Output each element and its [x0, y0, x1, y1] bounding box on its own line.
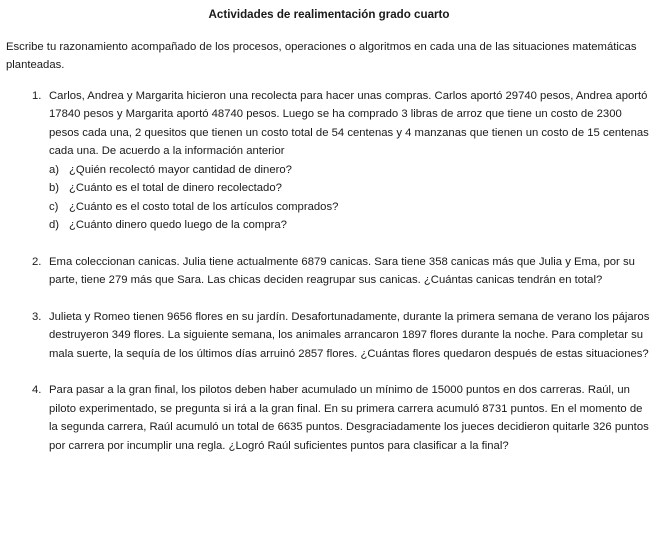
- problem-number: 4.: [32, 384, 42, 396]
- problem-number: 3.: [32, 310, 42, 323]
- subquestion-letter: c): [49, 200, 59, 213]
- subquestion-list: [49, 161, 652, 235]
- subquestion-text: ¿Cuánto es el costo total de los artículos comprados?: [69, 200, 339, 213]
- subquestion-letter: d): [49, 219, 60, 231]
- subquestion-b: [49, 179, 652, 198]
- problem-2: [6, 253, 652, 290]
- instructions-paragraph: Escribe tu razonamiento acompañado de los procesos, operaciones o algoritmos en cada una de las situaciones matemáticas planteadas.: [6, 40, 637, 71]
- document-title: Actividades de realimentación grado cuarto: [208, 8, 450, 21]
- subquestion-letter: a): [49, 163, 60, 176]
- subquestion-text: ¿Cuánto es el total de dinero recolectado?: [69, 182, 282, 194]
- problem-text: Para pasar a la gran final, los pilotos deben haber acumulado un mínimo de 15000 puntos en dos carreras. Raúl, un piloto experimentado, se pregunta si irá a la gran final. En su primera carrera acumuló 8731 puntos. En el momento de la segunda carrera, Raúl acumuló un total de 6635 puntos. Desgraciadamente los jueces decidieron quitarle 326 puntos por carrera por incumplir una regla. ¿Logró Raúl suficientes puntos para clasificar a la final?: [49, 384, 649, 452]
- problem-1: [6, 87, 652, 235]
- subquestion-a: [49, 161, 652, 180]
- subquestion-c: [49, 198, 652, 217]
- problem-3: [6, 308, 652, 364]
- subquestion-text: ¿Cuánto dinero quedo luego de la compra?: [69, 219, 287, 231]
- problem-text: Ema coleccionan canicas. Julia tiene actualmente 6879 canicas. Sara tiene 358 canicas más que Julia y Ema, por su parte, tiene 279 más que Sara. Las chicas deciden reagrupar sus canicas. ¿Cuántas canicas tendrán en total?: [49, 255, 635, 286]
- problem-number: 1.: [32, 89, 42, 102]
- problem-number: 2.: [32, 255, 42, 268]
- problem-text: Julieta y Romeo tienen 9656 flores en su jardín. Desafortunadamente, durante la primera semana de verano los pájaros destruyeron 349 flores. La siguiente semana, los animales arrancaron 1897 flores durante la noche. Para completar su mala suerte, la sequía de los últimos días arruinó 2857 flores. ¿Cuántas flores quedaron después de estas situaciones?: [49, 310, 650, 360]
- problem-4: [6, 381, 652, 455]
- problem-list: [6, 87, 652, 456]
- subquestion-text: ¿Quién recolectó mayor cantidad de dinero?: [69, 163, 292, 176]
- problem-text: Carlos, Andrea y Margarita hicieron una recolecta para hacer unas compras. Carlos aportó 29740 pesos, Andrea aportó 17840 pesos y Margarita aportó 48740 pesos. Luego se ha comprado 3 libras de arroz que tiene un costo de 2300 pesos cada una, 2 quesitos que tienen un costo total de 54 centenas y 4 manzanas que tienen un costo de 15 centenas cada una. De acuerdo a la información anterior: [49, 89, 649, 157]
- subquestion-letter: b): [49, 182, 60, 194]
- subquestion-d: [49, 216, 652, 235]
